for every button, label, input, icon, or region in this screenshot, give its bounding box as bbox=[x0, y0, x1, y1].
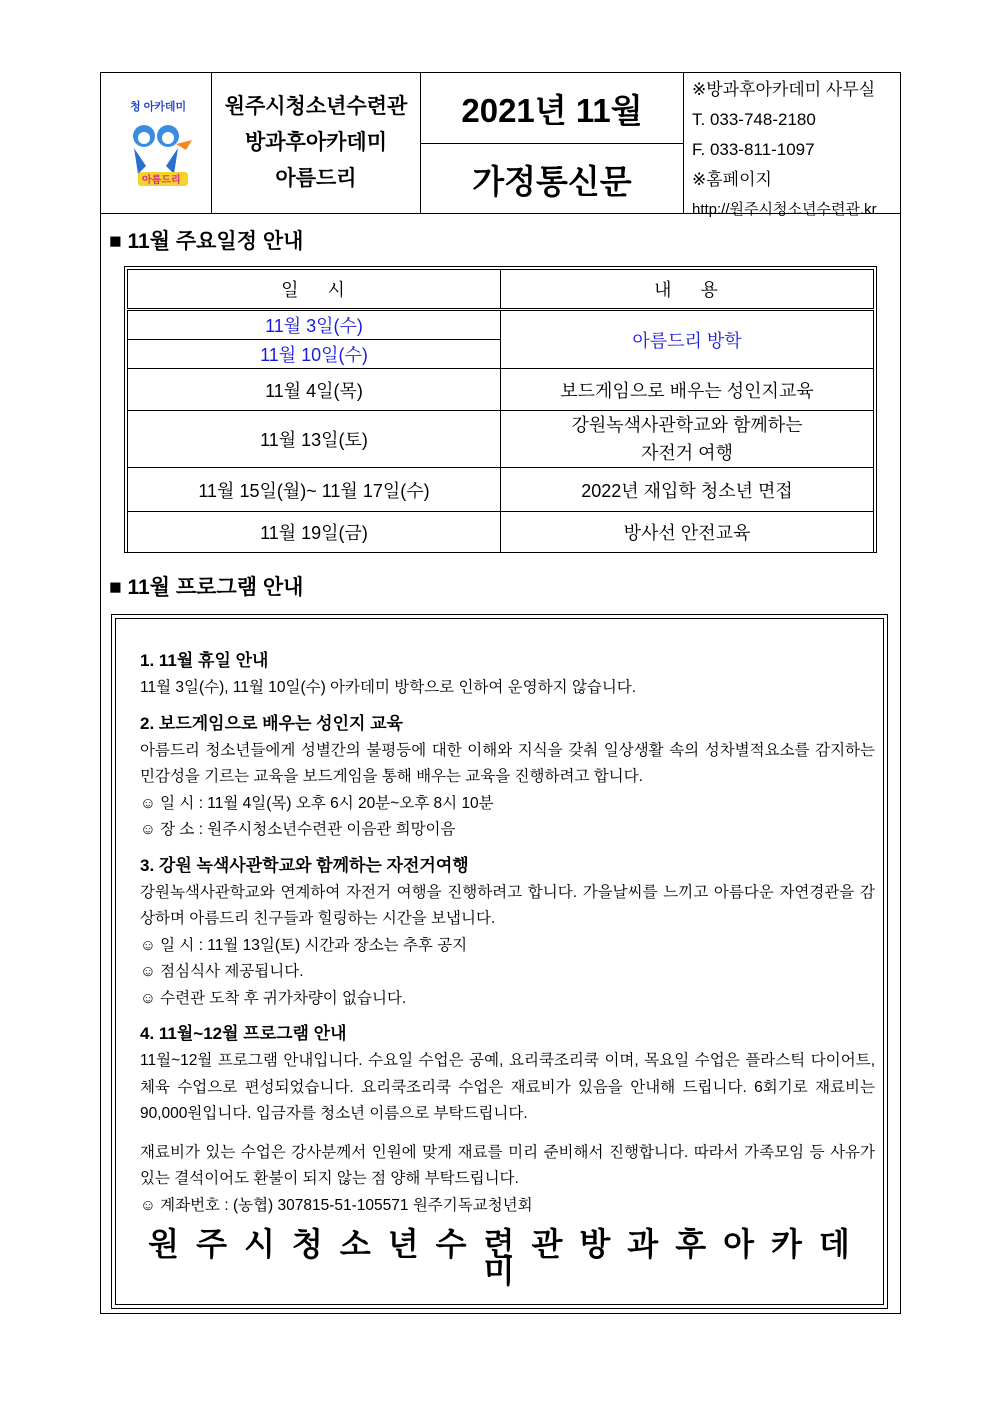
organization-name bbox=[212, 73, 421, 213]
date-cell: 11월 19일(금) bbox=[128, 512, 501, 553]
schedule-table bbox=[124, 266, 877, 553]
event-time: ☺ 일 시 : 11월 4일(목) 오후 6시 20분~오후 8시 10분 bbox=[140, 794, 494, 812]
schedule-heading: ■ 11월 주요일정 안내 bbox=[109, 230, 304, 253]
title-block bbox=[421, 73, 684, 213]
content-cell: 2022년 재입학 청소년 면접 bbox=[501, 468, 874, 512]
table-row bbox=[128, 411, 874, 468]
office-label: ※방과후아카데미 사무실 bbox=[692, 80, 876, 99]
event-time: ☺ 일 시 : 11월 13일(토) 시간과 장소는 추후 공지 bbox=[140, 936, 468, 954]
date-cell: 11월 15일(월)~ 11월 17일(수) bbox=[128, 468, 501, 512]
account-info: ☺ 계좌번호 : (농협) 307815-51-105571 원주기독교청년회 bbox=[140, 1196, 533, 1214]
table-header bbox=[128, 270, 874, 310]
content-cell: 보드게임으로 배우는 성인지교육 bbox=[501, 369, 874, 411]
section-title: 2. 보드게임으로 배우는 성인지 교육 bbox=[140, 713, 403, 733]
date-cell: 11월 3일(수) bbox=[128, 310, 501, 340]
mascot-logo-icon bbox=[116, 96, 196, 191]
content-cell: 방사선 안전교육 bbox=[501, 512, 874, 553]
column-header-date: 일 시 bbox=[128, 270, 501, 310]
org-line: 원주시청소년수련관 bbox=[224, 95, 408, 118]
document-title: 가정통신문 bbox=[472, 162, 632, 200]
content-line: 자전거 여행 bbox=[641, 443, 733, 463]
date-cell: 11월 10일(수) bbox=[128, 340, 501, 369]
program-box bbox=[111, 614, 888, 1309]
refund-note: 재료비가 있는 수업은 강사분께서 인원에 맞게 재료를 미리 준비해서 진행합니다. 따라서 가족모임 등 사유가 있는 결석이어도 환불이 되지 않는 점 양해 부탁드립니다. bbox=[140, 1143, 875, 1187]
section-title: 3. 강원 녹색사관학교와 함께하는 자전거여행 bbox=[140, 855, 469, 875]
section-body: 아름드리 청소년들에게 성별간의 불평등에 대한 이해와 지식을 갖춰 일상생활 속의 성차별적요소를 감지하는 민감성을 기르는 교육을 보드게임을 통해 배우는 교육을 진행하려고 합니다. bbox=[140, 741, 875, 785]
org-line: 방과후아카데미 bbox=[244, 131, 387, 154]
logo bbox=[101, 73, 212, 213]
content-cell: 아름드리 방학 bbox=[501, 310, 874, 369]
section-title: 4. 11월~12월 프로그램 안내 bbox=[140, 1024, 347, 1043]
document-frame bbox=[100, 72, 901, 1314]
date-cell: 11월 4일(목) bbox=[128, 369, 501, 411]
table-row bbox=[128, 369, 874, 411]
contact-info bbox=[684, 73, 900, 218]
section-title: 1. 11월 휴일 안내 bbox=[140, 651, 269, 670]
org-line: 아름드리 bbox=[275, 167, 357, 190]
section-body: 11월~12월 프로그램 안내입니다. 수요일 수업은 공예, 요리쿡조리쿡 이며, 목요일 수업은 플라스틱 다이어트, 체육 수업으로 편성되었습니다. 요리쿡조리쿡 수업은 재료비가 있음을 안내해 드립니다. 6회기로 재료비는 90,000원입니다. 입금자를 청소년 이름으로 부탁드립니다. bbox=[140, 1052, 875, 1122]
event-place: ☺ 장 소 : 원주시청소년수련관 이음관 희망이음 bbox=[140, 821, 456, 838]
return-note: ☺ 수련관 도착 후 귀가차량이 없습니다. bbox=[140, 989, 407, 1007]
table-row bbox=[128, 512, 874, 553]
fax: F. 033-811-1097 bbox=[692, 140, 815, 159]
content-cell bbox=[501, 411, 874, 468]
svg-text:아름드리: 아름드리 bbox=[142, 174, 181, 186]
footer-signature: 원주시청소년수련관방과후아카데미 bbox=[148, 1226, 867, 1289]
telephone: T. 033-748-2180 bbox=[692, 110, 816, 129]
homepage-link[interactable]: http://원주시청소년수련관.kr bbox=[692, 201, 877, 218]
program-heading: ■ 11월 프로그램 안내 bbox=[109, 576, 304, 599]
header bbox=[101, 73, 900, 218]
issue-date: 2021년 11월 bbox=[421, 73, 683, 144]
section-body: 강원녹색사관학교와 연계하여 자전거 여행을 진행하려고 합니다. 가을날씨를 느끼고 아름다운 자연경관을 감상하며 아름드리 친구들과 힐링하는 시간을 보냅니다. bbox=[140, 883, 875, 927]
table-row bbox=[128, 468, 874, 512]
homepage-label: ※홈페이지 bbox=[692, 170, 772, 189]
lunch-note: ☺ 점심식사 제공됩니다. bbox=[140, 963, 304, 980]
svg-text:청 아카데미: 청 아카데미 bbox=[130, 100, 187, 113]
table-row bbox=[128, 310, 874, 340]
content-line: 강원녹색사관학교와 함께하는 bbox=[571, 415, 803, 435]
column-header-content: 내 용 bbox=[501, 270, 874, 310]
date-cell: 11월 13일(토) bbox=[128, 411, 501, 468]
section-body: 11월 3일(수), 11월 10일(수) 아카데미 방학으로 인하여 운영하지 않습니다. bbox=[140, 679, 637, 696]
